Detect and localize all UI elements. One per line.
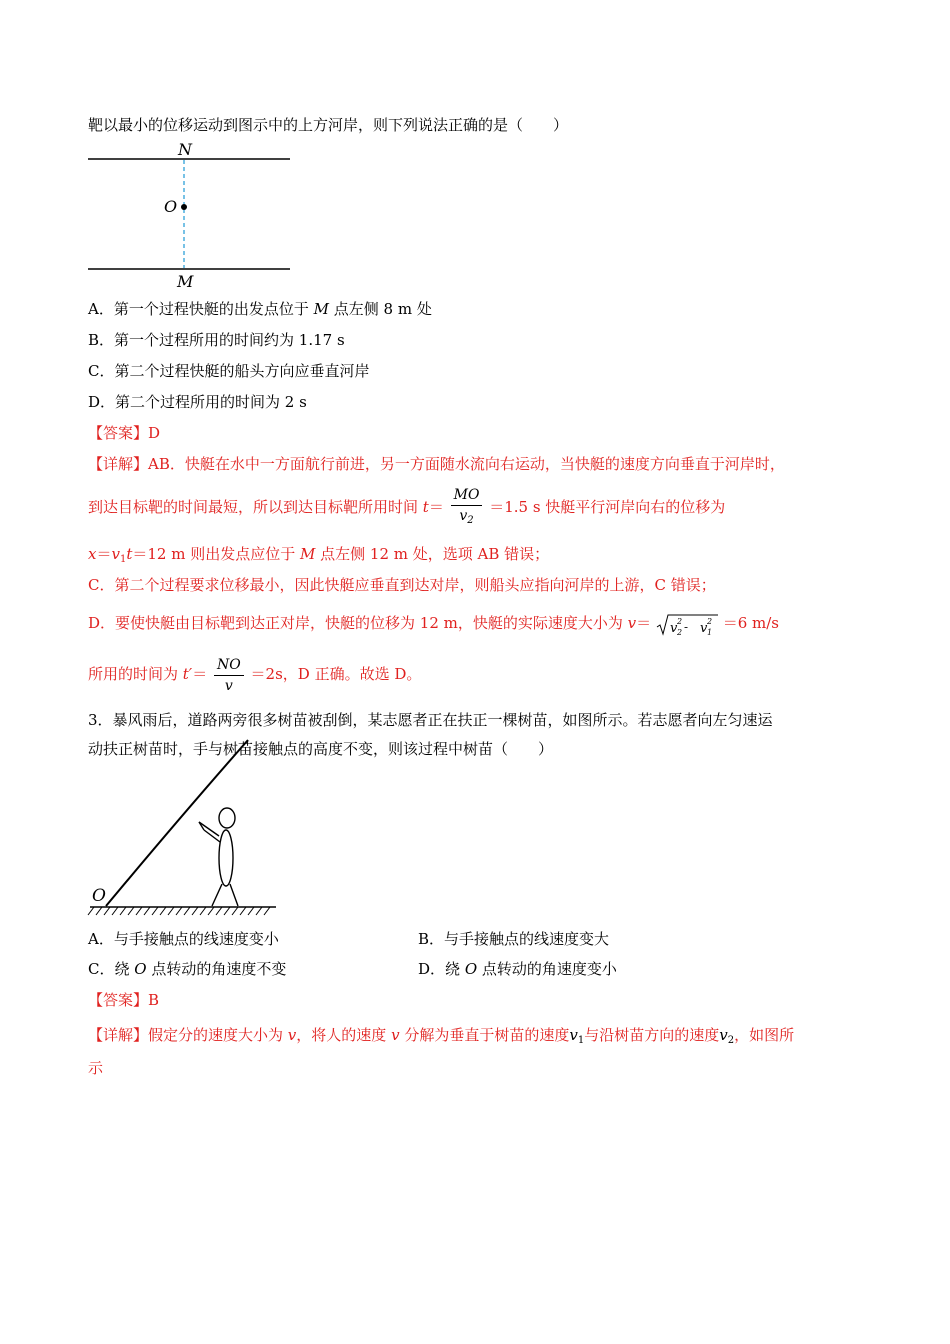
fraction-mo-v2: $\frac{MO}{v_2}$ <box>451 486 483 530</box>
sapling-figure <box>86 736 282 918</box>
q3-option-a: A．与手接触点的线速度变小 <box>88 930 279 948</box>
svg-text:v: v <box>699 621 708 636</box>
volunteer-figure <box>199 808 238 906</box>
river-figure <box>80 138 300 290</box>
option-b: B．第一个过程所用的时间约为 1.17 s <box>88 331 345 349</box>
svg-text:-: - <box>683 620 688 634</box>
label-n: N <box>178 140 192 159</box>
q3-option-d: D．绕 O 点转动的角速度变小 <box>418 960 617 978</box>
sqrt-expression <box>656 611 718 637</box>
q2-explain-line6: 所用的时间为 t′＝ $\frac{NO}{v}$ ＝2s，D 正确。故选 D。 <box>88 656 422 694</box>
q2-answer: 【答案】D <box>88 424 161 442</box>
q2-explain-line3: $x=v_1t=12$ m 则出发点应位于 M 点左侧 12 m 处，选项 AB 错误； <box>88 545 550 565</box>
q3-explain-line1: 【详解】假定分的速度大小为 v，将人的速度 v 分解为垂直于树苗的速度$v_1$与沿树苗方向的速度$v_2$，如图所 <box>88 1026 795 1046</box>
q2-explain-line1: 【详解】AB．快艇在水中一方面航行前进，另一方面随水流向右运动，当快艇的速度方向垂直于河岸时， <box>88 455 785 473</box>
option-a: A．第一个过程快艇的出发点位于 M 点左侧 8 m 处 <box>88 300 432 318</box>
q2-explain-line2: 到达目标靶的时间最短，所以到达目标靶所用时间 t＝ $\frac{MO}{v_2}$ ＝1.5 s 快艇平行河岸向右的位移为 <box>88 486 725 530</box>
q3-explain-line2: 示 <box>88 1059 104 1077</box>
label-m: M <box>177 272 194 290</box>
svg-text:2: 2 <box>676 628 683 637</box>
svg-text:2: 2 <box>706 617 713 626</box>
fraction-no-v: $\frac{NO}{v}$ <box>214 656 244 695</box>
option-c: C．第二个过程快艇的船头方向应垂直河岸 <box>88 362 370 380</box>
sapling-trunk <box>106 740 248 906</box>
pivot-label-o: O <box>92 886 106 906</box>
option-d: D．第二个过程所用的时间为 2 s <box>88 393 307 411</box>
q3-option-c: C．绕 O 点转动的角速度不变 <box>88 960 287 978</box>
q3-stem-line1: 3．暴风雨后，道路两旁很多树苗被刮倒，某志愿者正在扶正一棵树苗，如图所示。若志愿者向左匀速运 <box>88 711 773 729</box>
svg-text:v: v <box>669 621 678 636</box>
q2-explain-line4: C．第二个过程要求位移最小，因此快艇应垂直到达对岸，则船头应指向河岸的上游，C 错误； <box>88 576 716 594</box>
target-point-o <box>181 204 187 210</box>
q3-stem-line2: 动扶正树苗时，手与树苗接触点的高度不变，则该过程中树苗（ ） <box>88 740 554 758</box>
label-o: O <box>164 197 178 216</box>
svg-text:1: 1 <box>706 628 713 637</box>
q2-explain-line5: D．要使快艇由目标靶到达正对岸，快艇的位移为 12 m，快艇的实际速度大小为 v＝ v 2 2 - v 2 1 ＝6 m/s <box>88 610 779 637</box>
q3-option-b: B．与手接触点的线速度变大 <box>418 930 610 948</box>
ground-hatching <box>88 907 270 915</box>
q3-answer: 【答案】B <box>88 991 160 1009</box>
intro-line: 靶以最小的位移运动到图示中的上方河岸，则下列说法正确的是（ ） <box>88 116 569 134</box>
svg-text:2: 2 <box>676 617 683 626</box>
